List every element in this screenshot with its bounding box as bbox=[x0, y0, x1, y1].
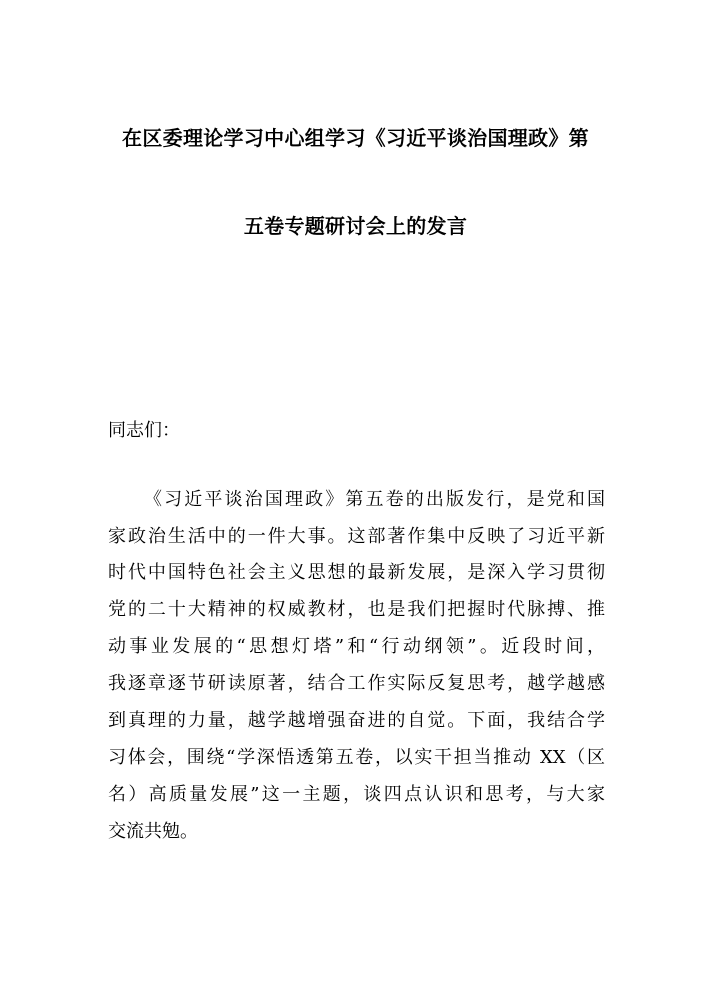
document-title-line-2: 五卷专题研讨会上的发言 bbox=[243, 214, 468, 238]
paragraph-line: 到真理的力量，越学越增强奋进的自觉。下面，我结合学 bbox=[108, 710, 605, 731]
paragraph-line: 名）高质量发展”这一主题，谈四点认识和思考，与大家 bbox=[108, 784, 605, 805]
paragraph-line: 我逐章逐节研读原著，结合工作实际反复思考，越学越感 bbox=[108, 673, 605, 694]
paragraph-line: 《习近平谈治国理政》第五卷的出版发行，是党和国 bbox=[144, 489, 605, 510]
paragraph-line: 习体会，围绕“学深悟透第五卷，以实干担当推动 XX（区 bbox=[108, 747, 605, 768]
salutation: 同志们： bbox=[108, 420, 180, 441]
paragraph-line: 党的二十大精神的权威教材，也是我们把握时代脉搏、推 bbox=[108, 599, 605, 620]
paragraph-line: 动事业发展的“思想灯塔”和“行动纲领”。近段时间， bbox=[108, 636, 605, 657]
document-title-line-1: 在区委理论学习中心组学习《习近平谈治国理政》第 bbox=[122, 126, 589, 150]
paragraph-line: 时代中国特色社会主义思想的最新发展，是深入学习贯彻 bbox=[108, 562, 605, 583]
paragraph-line: 交流共勉。 bbox=[108, 821, 198, 842]
paragraph-line: 家政治生活中的一件大事。这部著作集中反映了习近平新 bbox=[108, 526, 605, 547]
